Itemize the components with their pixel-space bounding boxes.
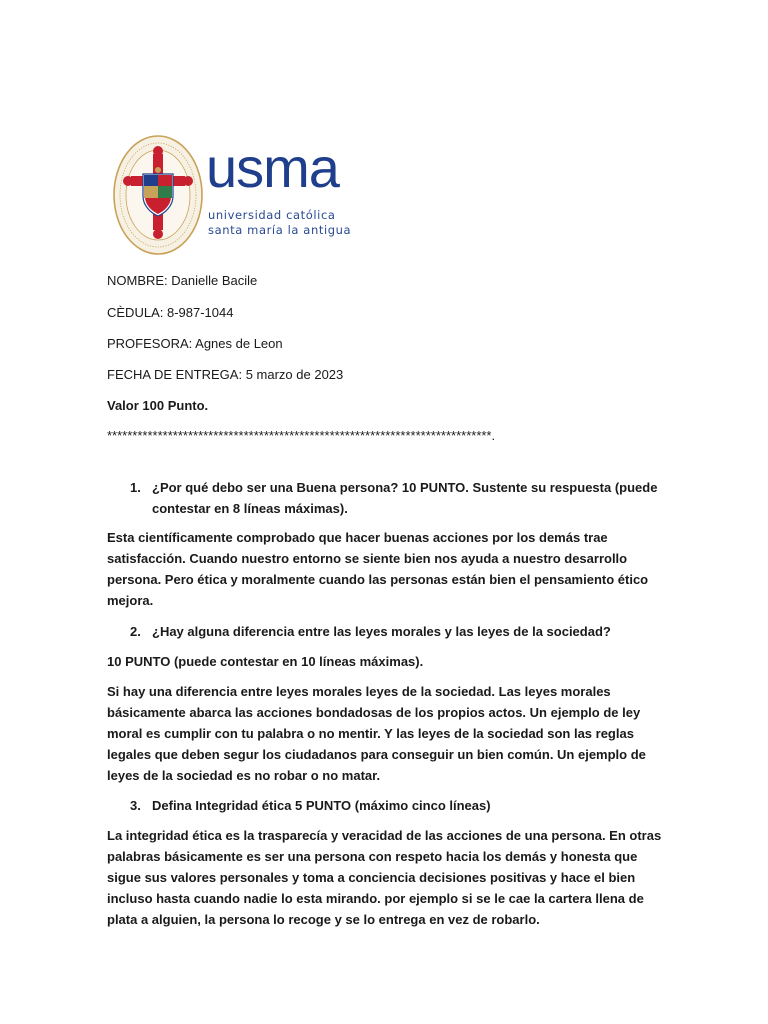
logo-name: usma — [206, 136, 339, 199]
profesora-field — [107, 335, 283, 353]
question-2-text: ¿Hay alguna diferencia entre las leyes morales y las leyes de la sociedad? — [152, 624, 611, 639]
valor-text: Valor 100 Punto. — [107, 398, 209, 413]
university-seal-icon — [112, 134, 204, 256]
answer-3: La integridad ética es la trasparecía y veracidad de las acciones de una persona. En otras palabras básicamente es ser una persona con respeto hacia los demás y honesta que sigue sus valores personales y toma a conciencia decisiones positivas y hace el bien incluso hasta cuando nadie lo esta mirando. por ejemplo si se le cae la cartera llena de plata a alguien, la persona lo recoge y se lo entrega en vez de robarlo. — [107, 828, 662, 927]
nombre-field — [107, 272, 257, 290]
question-2-number: 2. — [130, 624, 141, 639]
cedula-field — [107, 304, 233, 322]
question-1-number: 1. — [130, 480, 141, 495]
question-3 — [130, 795, 672, 816]
question-1-text: ¿Por qué debo ser una Buena persona? 10 PUNTO. Sustente su respuesta (puede contestar en 8 líneas máximas). — [152, 480, 658, 516]
nombre-label: NOMBRE: — [107, 273, 168, 288]
question-3-text: Defina Integridad ética 5 PUNTO (máximo cinco líneas) — [152, 798, 491, 813]
separator-line: ****************************************************************************. — [107, 428, 496, 443]
usma-logo — [112, 134, 352, 256]
cedula-label: CÈDULA: — [107, 305, 164, 320]
fecha-field — [107, 366, 343, 384]
nombre-value: Danielle Bacile — [167, 273, 258, 288]
answer-1: Esta científicamente comprobado que hacer buenas acciones por los demás trae satisfacción. Cuando nuestro entorno se siente bien nos ayuda a nuestro desarrollo persona. Pero ética y moralmente cuando las personas están bien el pensamiento ético mejora. — [107, 530, 649, 608]
logo-tagline-line2: santa maría la antigua — [208, 223, 352, 237]
question-1 — [130, 477, 672, 519]
usma-wordmark — [206, 136, 352, 246]
fecha-value: 5 marzo de 2023 — [242, 367, 344, 382]
profesora-value: Agnes de Leon — [192, 336, 283, 351]
question-2-subtext: 10 PUNTO (puede contestar en 10 líneas máximas). — [107, 654, 424, 669]
logo-tagline-line1: universidad católica — [208, 208, 336, 222]
question-3-number: 3. — [130, 798, 141, 813]
fecha-label: FECHA DE ENTREGA: — [107, 367, 243, 382]
question-2 — [130, 621, 672, 642]
answer-2: Si hay una diferencia entre leyes morales leyes de la sociedad. Las leyes morales básicamente abarca las acciones bondadosas de los propios actos. Un ejemplo de ley moral es cumplir con tu palabra o no mentir. Y las leyes de la sociedad son las reglas legales que deben segur los ciudadanos para conseguir un bien común. Un ejemplo de leyes de la sociedad es no robar o no matar. — [107, 684, 646, 783]
profesora-label: PROFESORA: — [107, 336, 193, 351]
cedula-value: 8-987-1044 — [163, 305, 234, 320]
